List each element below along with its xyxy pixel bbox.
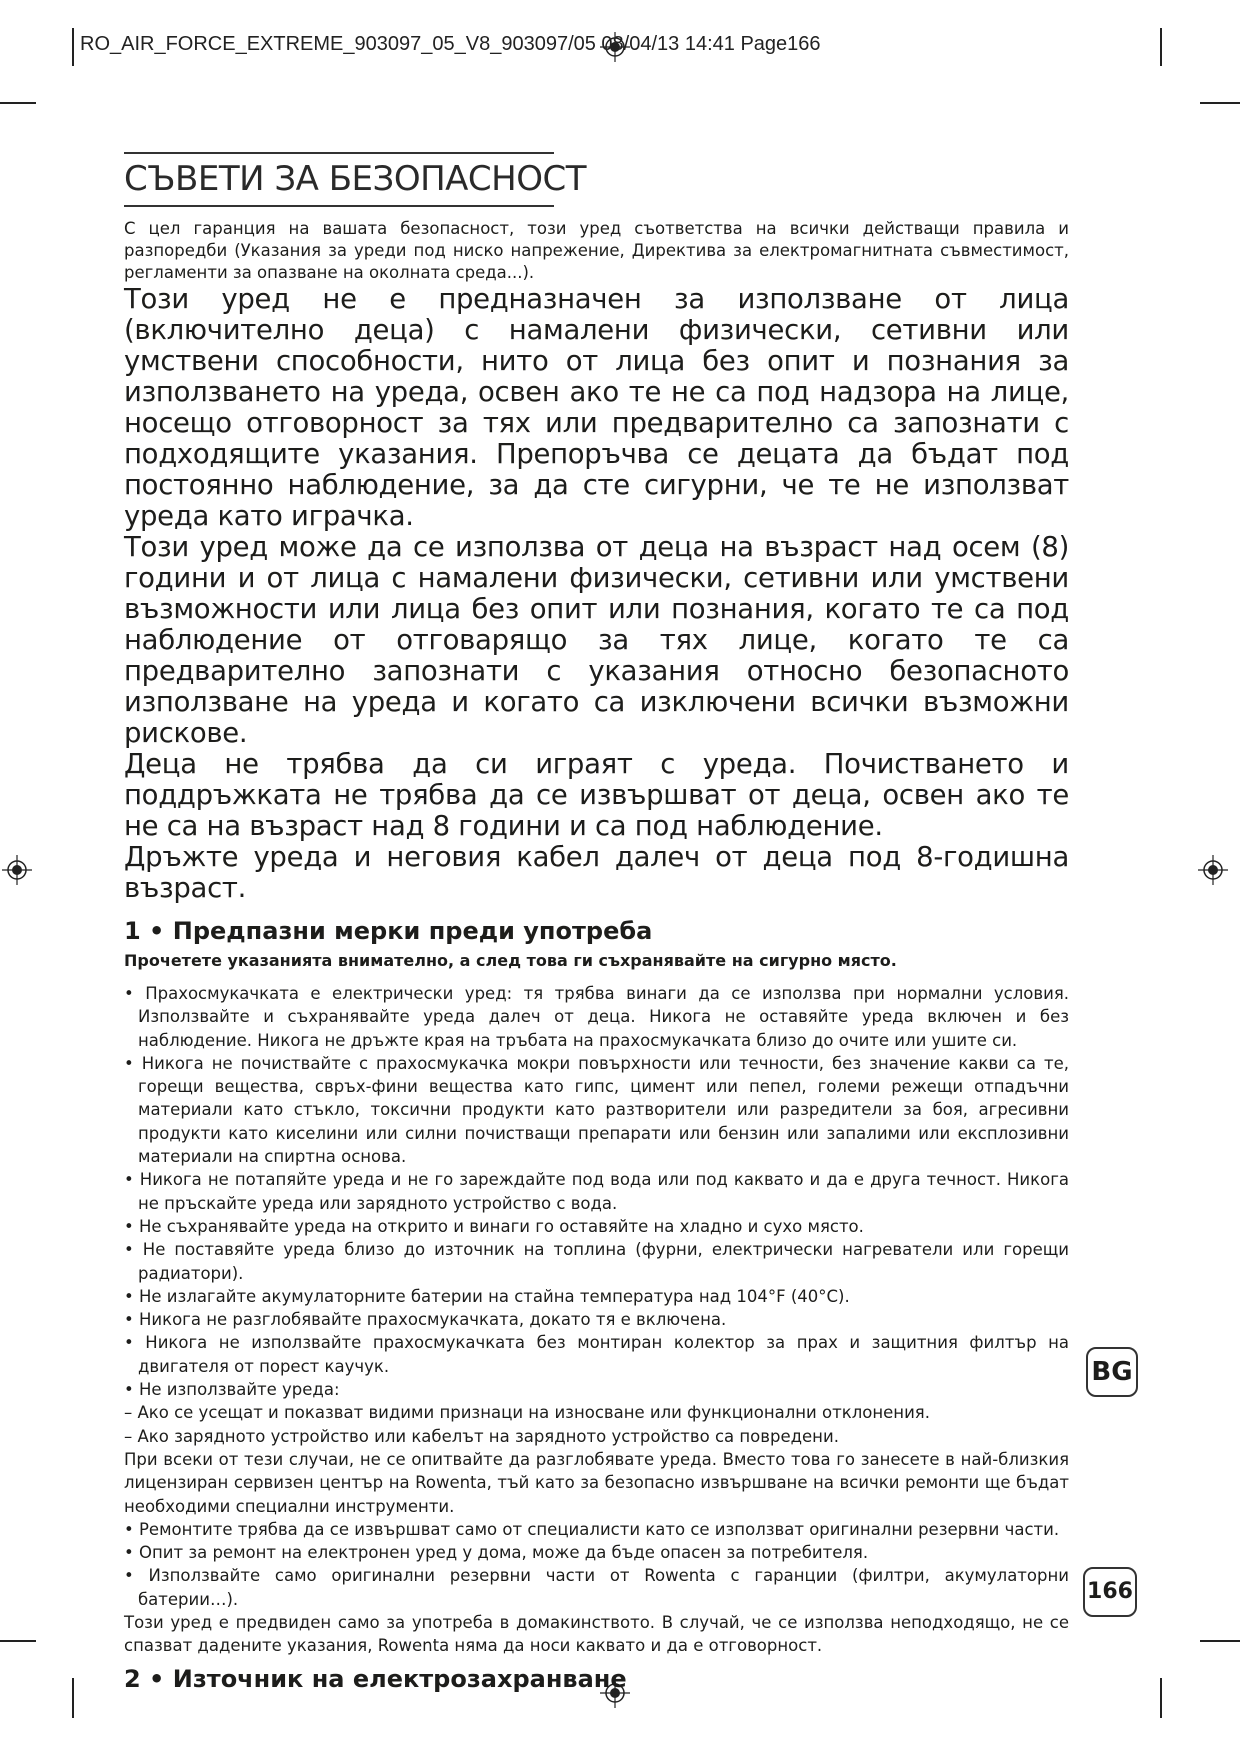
title-rule-bottom: [124, 205, 554, 207]
warning-paragraph: Деца не трябва да си играят с уреда. Почистването и поддръжката не трябва да се извършват от деца, освен ако те не са на възраст над 8 години и са под наблюдение.: [124, 748, 1069, 842]
list-item: • Никога не използвайте прахосмукачката без монтиран колектор за прах и защитния филтър на двигателя от порест каучук.: [124, 1333, 1069, 1376]
crop-mark: [1160, 28, 1162, 66]
section-1-lead: Прочетете указанията внимателно, а след това ги съхранявайте на сигурно място.: [124, 951, 897, 970]
crop-mark: [72, 1678, 74, 1718]
crop-mark: [0, 102, 36, 104]
list-item: • Не излагайте акумулаторните батерии на стайна температура над 104°F (40°C).: [124, 1286, 850, 1306]
main-content: [124, 218, 1069, 1698]
list-item: • Ремонтите трябва да се извършват само от специалисти като се използват оригинални резервни части.: [124, 1519, 1060, 1539]
page-number: 166: [1083, 1567, 1137, 1617]
language-tab: BG: [1086, 1347, 1138, 1397]
printer-slug: RO_AIR_FORCE_EXTREME_903097_05_V8_903097/05 08/04/13 14:41 Page166: [80, 33, 821, 55]
section-1-heading: 1 • Предпазни мерки преди употреба: [124, 917, 653, 945]
warning-paragraph: Този уред не е предназначен за използване от лица (включително деца) с намалени физически, сетивни или умствени способности, нито от лица без опит и познания за използването на уреда, освен ако те не са под надзора на лице, носещо отговорност за тях или предварително са запознати с подходящите указания. Препоръчва се децата да бъдат под постоянно наблюдение, за да сте сигурни, че те не използват уреда като играчка.: [124, 283, 1069, 532]
crop-mark: [1200, 1640, 1240, 1642]
section-2-heading: 2 • Източник на електрозахранване: [124, 1664, 627, 1693]
crop-mark: [72, 28, 74, 66]
closing-note: Този уред е предвиден само за употреба в домакинството. В случай, че се използва неподходящо, не се спазват дадените указания, Rowenta няма да носи каквато и да е отговорност.: [124, 1613, 1069, 1656]
list-item: • Никога не почиствайте с прахосмукачка мокри повърхности или течности, без значение какви са те, горещи вещества, свръх-фини вещества като гипс, цимент или пепел, големи режещи отпадъчни материали като стъкло, токсични продукти като разтворители или разредители за боя, агресивни продукти като киселини или силни почистващи препарати или бензин или запалими или експлозивни материали на спиртна основа.: [124, 1053, 1069, 1167]
list-item: • Не използвайте уреда:: [124, 1380, 340, 1400]
warning-paragraph: Дръжте уреда и неговия кабел далеч от деца под 8-годишна възраст.: [124, 841, 1069, 904]
repair-note: При всеки от тези случаи, не се опитвайте да разглобявате уреда. Вместо това го занесете в най-близкия лицензиран сервизен център на Rowenta, тъй като за безопасно извършване на всички ремонти ще бъдат необходими специални инструменти.: [124, 1449, 1069, 1516]
list-item: • Никога не потапяйте уреда и не го зареждайте под вода или под каквато и да е друга течност. Никога не пръскайте уреда или зарядното устройство с вода.: [124, 1170, 1069, 1213]
crop-mark: [0, 1640, 36, 1642]
list-item: • Никога не разглобявайте прахосмукачката, докато тя е включена.: [124, 1310, 727, 1330]
warning-paragraph: Този уред може да се използва от деца на възраст над осем (8) години и от лица с намалени физически, сетивни или умствени възможности или лица без опит или познания, когато те са под наблюдение от отговарящо за тях лице, когато те са предварително запознати с указания относно безопасното използване на уреда и когато са изключени всички възможни рискове.: [124, 531, 1069, 749]
title-rule-top: [124, 152, 554, 154]
crop-mark: [1160, 1678, 1162, 1718]
list-item: • Прахосмукачката е електрически уред: тя трябва винаги да се използва при нормални условия. Използвайте и съхранявайте уреда далеч от деца. Никога не оставяйте уреда включен и без наблюдение. Никога не дръжте края на тръбата на прахосмукачката близо до очите или ушите си.: [124, 984, 1069, 1050]
list-item: • Използвайте само оригинални резервни части от Rowenta с гаранции (филтри, акумулаторни батерии…).: [124, 1566, 1069, 1609]
dash-item: – Ако зарядното устройство или кабелът на зарядното устройство са повредени.: [124, 1426, 839, 1446]
list-item: • Не съхранявайте уреда на открито и винаги го оставяйте на хладно и сухо място.: [124, 1216, 864, 1236]
dash-item: – Ако се усещат и показват видими признаци на износване или функционални отклонения.: [124, 1403, 930, 1423]
registration-mark-icon: [1198, 855, 1228, 885]
list-item: • Опит за ремонт на електронен уред у дома, може да бъде опасен за потребителя.: [124, 1543, 869, 1563]
intro-paragraph: С цел гаранция на вашата безопасност, този уред съответства на всички действащи правила и разпоредби (Указания за уреди под ниско напрежение, Директива за електромагнитната съвместимост, регламенти за опазване на околната среда...).: [124, 219, 1069, 282]
crop-mark: [1200, 102, 1240, 104]
list-item: • Не поставяйте уреда близо до източник на топлина (фурни, електрически нагреватели или горещи радиатори).: [124, 1240, 1069, 1283]
page-title: СЪВЕТИ ЗА БЕЗОПАСНОСТ: [124, 159, 586, 199]
registration-mark-icon: [2, 855, 32, 885]
